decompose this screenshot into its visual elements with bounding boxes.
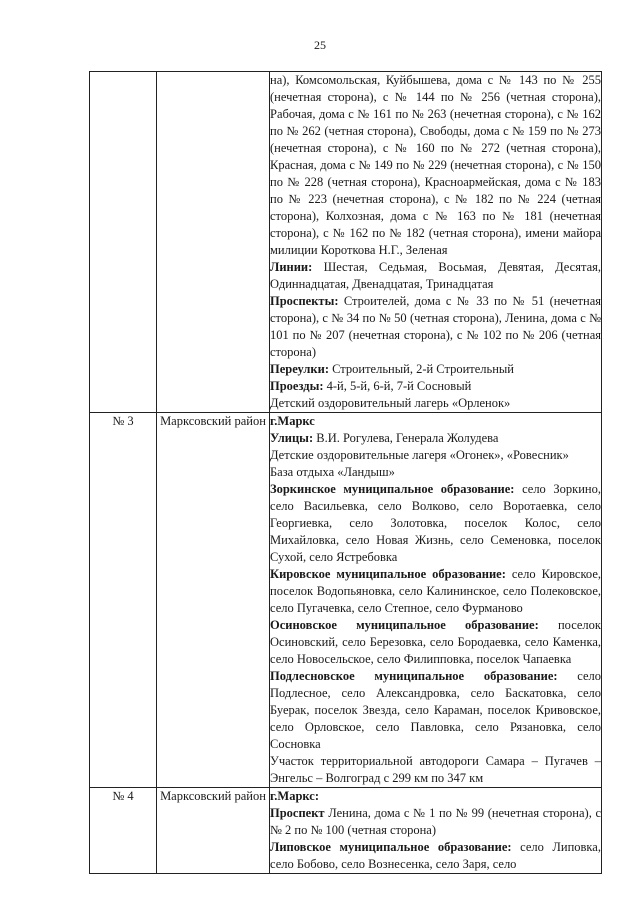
- row-number-cell: [90, 72, 157, 413]
- row-number-cell: № 3: [90, 413, 157, 788]
- territory-paragraph: [270, 293, 601, 361]
- territory-paragraph: [270, 788, 601, 805]
- paragraph-heading: Кировское муниципальное образование:: [270, 567, 506, 581]
- paragraph-text: Шестая, Седьмая, Восьмая, Девятая, Десятая, Одиннадцатая, Двенадцатая, Тринадцатая: [270, 260, 601, 291]
- table-row: [90, 788, 602, 874]
- paragraph-text: Ленина, дома с № 1 по № 99 (нечетная сторона), с № 2 по № 100 (четная сторона): [270, 806, 601, 837]
- territory-paragraph: [270, 378, 601, 395]
- territory-paragraph: [270, 72, 601, 259]
- territory-paragraph: [270, 481, 601, 566]
- territory-description-cell: [270, 413, 602, 788]
- territory-paragraph: [270, 447, 601, 464]
- paragraph-heading: г.Маркс: [270, 414, 315, 428]
- paragraph-text: село Подлесное, село Александровка, село Баскатовка, село Буерак, поселок Звезда, село Караман, поселок Кривовское, село Орловское, село Павловка, село Рязановка, село Сосновка: [270, 669, 601, 751]
- paragraph-text: В.И. Рогулева, Генерала Жолудева: [313, 431, 499, 445]
- paragraph-heading: Подлесновское муниципальное образование:: [270, 669, 558, 683]
- paragraph-heading: Проспект: [270, 806, 325, 820]
- paragraph-text: поселок Осиновский, село Березовка, село Бородаевка, село Каменка, село Новосельское, село Филипповка, поселок Чапаевка: [270, 618, 601, 666]
- territory-paragraph: [270, 753, 601, 787]
- territory-description-cell: [270, 788, 602, 874]
- paragraph-heading: Проспекты:: [270, 294, 339, 308]
- table-row: [90, 72, 602, 413]
- paragraph-heading: Зоркинское муниципальное образование:: [270, 482, 515, 496]
- territory-paragraph: [270, 413, 601, 430]
- paragraph-heading: Улицы:: [270, 431, 314, 445]
- paragraph-heading: г.Маркс:: [270, 789, 319, 803]
- paragraph-heading: Переулки:: [270, 362, 329, 376]
- paragraph-text: Детский оздоровительный лагерь «Орленок»: [270, 396, 511, 410]
- paragraph-text: 4-й, 5-й, 6-й, 7-й Сосновый: [323, 379, 472, 393]
- territory-paragraph: [270, 395, 601, 412]
- paragraph-text: село Зоркино, село Васильевка, село Волково, село Воротаевка, село Георгиевка, село Золотовка, поселок Колос, село Михайловка, село Новая Жизнь, село Семеновка, поселок Сухой, село Ястребовка: [270, 482, 601, 564]
- district-cell: [157, 72, 270, 413]
- territory-paragraph: [270, 566, 601, 617]
- territory-paragraph: [270, 430, 601, 447]
- territory-paragraph: [270, 668, 601, 753]
- territory-paragraph: [270, 259, 601, 293]
- territory-paragraph: [270, 361, 601, 378]
- paragraph-heading: Линии:: [270, 260, 313, 274]
- paragraph-text: Строителей, дома с № 33 по № 51 (нечетная сторона), с № 34 по № 50 (четная сторона), Ленина, дома с № 101 по № 207 (нечетная сторона), с № 102 по № 206 (четная сторона): [270, 294, 601, 359]
- paragraph-text: Детские оздоровительные лагеря «Огонек», «Ровесник»: [270, 448, 569, 462]
- paragraph-text: База отдыха «Ландыш»: [270, 465, 395, 479]
- paragraph-heading: Проезды:: [270, 379, 324, 393]
- paragraph-text: село Липовка, село Бобово, село Вознесенка, село Заря, село: [270, 840, 601, 871]
- table-row: [90, 413, 602, 788]
- paragraph-text: Участок территориальной автодороги Самара – Пугачев – Энгельс – Волгоград с 299 км по 347 км: [270, 754, 601, 785]
- territory-paragraph: [270, 839, 601, 873]
- page-number: 25: [314, 38, 326, 52]
- territory-paragraph: [270, 464, 601, 481]
- district-cell: Марксовский район: [157, 788, 270, 874]
- paragraph-text: на), Комсомольская, Куйбышева, дома с № 143 по № 255 (нечетная сторона), с № 144 по № 256 (четная сторона), Рабочая, дома с № 161 по № 263 (нечетная сторона), с № 162 по № 262 (четная сторона), Свободы, дома с № 159 по № 273 (нечетная сторона), с № 160 по № 272 (четная сторона), Красная, дома с № 149 по № 229 (нечетная сторона), с № 150 по № 228 (четная сторона), Красноармейская, дома с № 183 по № 223 (нечетная сторона), с № 182 по № 224 (четная сторона), Колхозная, дома с № 163 по № 181 (нечетная сторона), с № 162 по № 182 (четная сторона), имени майора милиции Короткова Н.Г., Зеленая: [270, 73, 601, 257]
- row-number-cell: № 4: [90, 788, 157, 874]
- paragraph-heading: Осиновское муниципальное образование:: [270, 618, 539, 632]
- paragraph-text: село Кировское, поселок Водопьяновка, село Калининское, село Полековское, село Пугачевка, село Степное, село Фурманово: [270, 567, 601, 615]
- district-cell: Марксовский район: [157, 413, 270, 788]
- paragraph-heading: Липовское муниципальное образование:: [270, 840, 512, 854]
- territory-description-cell: [270, 72, 602, 413]
- territory-paragraph: [270, 617, 601, 668]
- territory-paragraph: [270, 805, 601, 839]
- districts-table: [89, 71, 602, 874]
- paragraph-text: Строительный, 2-й Строительный: [328, 362, 514, 376]
